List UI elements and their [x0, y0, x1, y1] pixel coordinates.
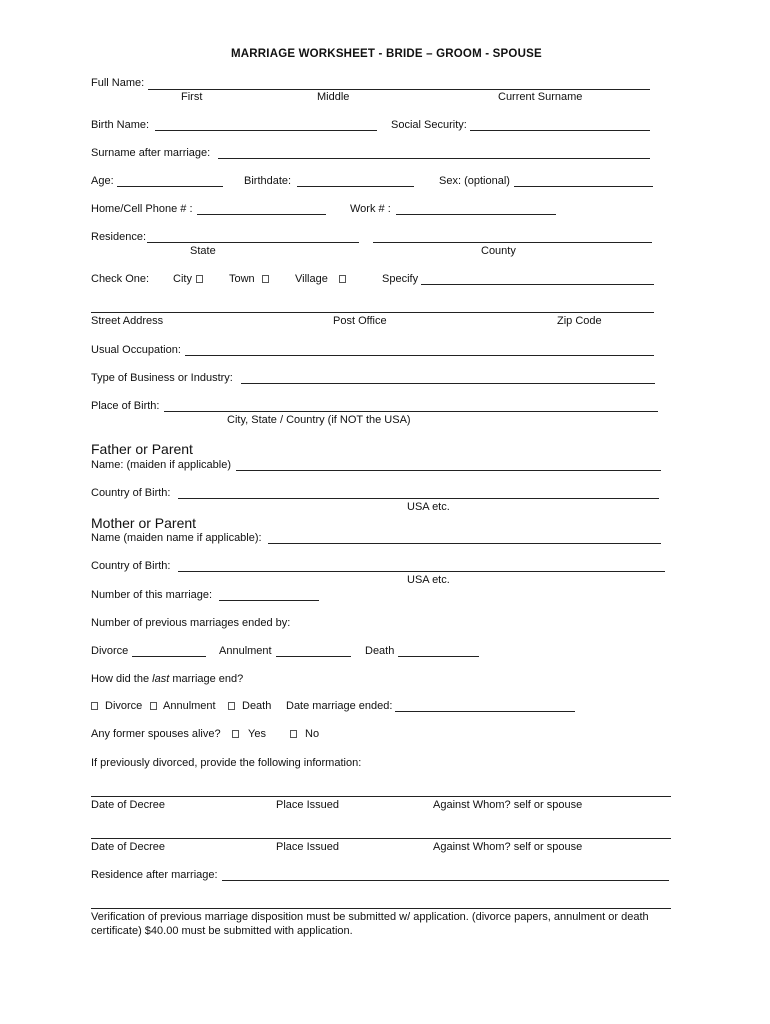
sex-label: Sex: (optional): [439, 175, 510, 187]
check-one-label: Check One:: [91, 273, 150, 285]
decree-1-input-line[interactable]: [91, 796, 671, 797]
surname-after-marriage-input-line[interactable]: [218, 158, 650, 159]
mother-country-hint: USA etc.: [407, 574, 450, 586]
middle-name-caption: Middle: [317, 91, 350, 103]
last-marriage-question: How did the last marriage end?: [91, 673, 244, 685]
mother-name-label: Name (maiden name if applicable):: [91, 532, 262, 544]
decree-2-place-caption: Place Issued: [276, 841, 339, 853]
father-name-input-line[interactable]: [236, 470, 661, 471]
place-of-birth-hint: City, State / Country (if NOT the USA): [227, 414, 411, 426]
former-spouses-yes-label: Yes: [248, 728, 266, 740]
residence-state-input-line[interactable]: [147, 242, 359, 243]
decree-2-input-line[interactable]: [91, 838, 671, 839]
mother-name-input-line[interactable]: [268, 543, 661, 544]
last-end-divorce-label: Divorce: [105, 700, 143, 712]
father-country-input-line[interactable]: [178, 498, 659, 499]
sex-input-line[interactable]: [514, 186, 653, 187]
former-spouses-no-checkbox[interactable]: [290, 730, 297, 738]
residence-after-marriage-input-line[interactable]: [222, 880, 669, 881]
usual-occupation-input-line[interactable]: [185, 355, 654, 356]
divorce-count-input-line[interactable]: [132, 656, 206, 657]
death-count-label: Death: [365, 645, 395, 657]
residence-label: Residence:: [91, 231, 147, 243]
county-caption: County: [481, 245, 516, 257]
residence-county-input-line[interactable]: [373, 242, 652, 243]
mother-country-label: Country of Birth:: [91, 560, 171, 572]
street-address-caption: Street Address: [91, 315, 164, 327]
father-country-hint: USA etc.: [407, 501, 450, 513]
surname-after-marriage-label: Surname after marriage:: [91, 147, 211, 159]
date-marriage-ended-input-line[interactable]: [395, 711, 575, 712]
place-of-birth-label: Place of Birth:: [91, 400, 160, 412]
home-phone-label: Home/Cell Phone # :: [91, 203, 193, 215]
form-title: MARRIAGE WORKSHEET - BRIDE – GROOM - SPOUSE: [231, 48, 542, 60]
decree-1-place-caption: Place Issued: [276, 799, 339, 811]
annulment-count-input-line[interactable]: [276, 656, 351, 657]
mother-country-input-line[interactable]: [178, 571, 665, 572]
post-office-caption: Post Office: [333, 315, 387, 327]
verification-note-line-2: certificate) $40.00 must be submitted with application.: [91, 925, 353, 937]
work-phone-input-line[interactable]: [396, 214, 556, 215]
specify-label: Specify: [382, 273, 419, 285]
residence-after-marriage-label: Residence after marriage:: [91, 869, 218, 881]
annulment-count-label: Annulment: [219, 645, 272, 657]
town-checkbox[interactable]: [262, 275, 269, 283]
number-of-marriage-input-line[interactable]: [219, 600, 319, 601]
full-name-input-line[interactable]: [148, 89, 650, 90]
number-of-marriage-label: Number of this marriage:: [91, 589, 213, 601]
business-industry-input-line[interactable]: [241, 383, 655, 384]
former-spouses-yes-checkbox[interactable]: [232, 730, 239, 738]
last-end-death-label: Death: [242, 700, 272, 712]
social-security-input-line[interactable]: [470, 130, 650, 131]
previous-marriages-label: Number of previous marriages ended by:: [91, 617, 291, 629]
state-caption: State: [190, 245, 216, 257]
city-option-label: City: [173, 273, 192, 285]
former-spouses-label: Any former spouses alive?: [91, 728, 221, 740]
last-end-death-checkbox[interactable]: [228, 702, 235, 710]
first-name-caption: First: [181, 91, 203, 103]
father-heading: Father or Parent: [91, 441, 193, 457]
place-of-birth-input-line[interactable]: [164, 411, 658, 412]
birthdate-label: Birthdate:: [244, 175, 292, 187]
village-option-label: Village: [295, 273, 328, 285]
verification-note-line-1: Verification of previous marriage disposition must be submitted w/ application. (divorce papers, annulment or death: [91, 911, 649, 923]
birthdate-input-line[interactable]: [297, 186, 414, 187]
home-phone-input-line[interactable]: [197, 214, 326, 215]
zip-code-caption: Zip Code: [557, 315, 602, 327]
town-option-label: Town: [229, 273, 255, 285]
mother-heading: Mother or Parent: [91, 515, 197, 531]
former-spouses-no-label: No: [305, 728, 320, 740]
age-label: Age:: [91, 175, 114, 187]
current-surname-caption: Current Surname: [498, 91, 583, 103]
divider-line: [91, 908, 671, 909]
divorce-count-label: Divorce: [91, 645, 129, 657]
decree-1-against-caption: Against Whom? self or spouse: [433, 799, 583, 811]
decree-2-date-caption: Date of Decree: [91, 841, 165, 853]
social-security-label: Social Security:: [391, 119, 467, 131]
birth-name-label: Birth Name:: [91, 119, 150, 131]
father-name-label: Name: (maiden if applicable): [91, 459, 232, 471]
specify-input-line[interactable]: [421, 284, 654, 285]
village-checkbox[interactable]: [339, 275, 346, 283]
address-input-line[interactable]: [91, 312, 654, 313]
last-end-annulment-label: Annulment: [163, 700, 216, 712]
usual-occupation-label: Usual Occupation:: [91, 344, 181, 356]
age-input-line[interactable]: [117, 186, 223, 187]
death-count-input-line[interactable]: [398, 656, 479, 657]
city-checkbox[interactable]: [196, 275, 203, 283]
last-end-annulment-checkbox[interactable]: [150, 702, 157, 710]
last-end-divorce-checkbox[interactable]: [91, 702, 98, 710]
birth-name-input-line[interactable]: [155, 130, 377, 131]
decree-1-date-caption: Date of Decree: [91, 799, 165, 811]
decree-2-against-caption: Against Whom? self or spouse: [433, 841, 583, 853]
previously-divorced-label: If previously divorced, provide the following information:: [91, 757, 362, 769]
father-country-label: Country of Birth:: [91, 487, 171, 499]
full-name-label: Full Name:: [91, 77, 145, 89]
date-marriage-ended-label: Date marriage ended:: [286, 700, 393, 712]
work-phone-label: Work # :: [350, 203, 391, 215]
business-industry-label: Type of Business or Industry:: [91, 372, 233, 384]
